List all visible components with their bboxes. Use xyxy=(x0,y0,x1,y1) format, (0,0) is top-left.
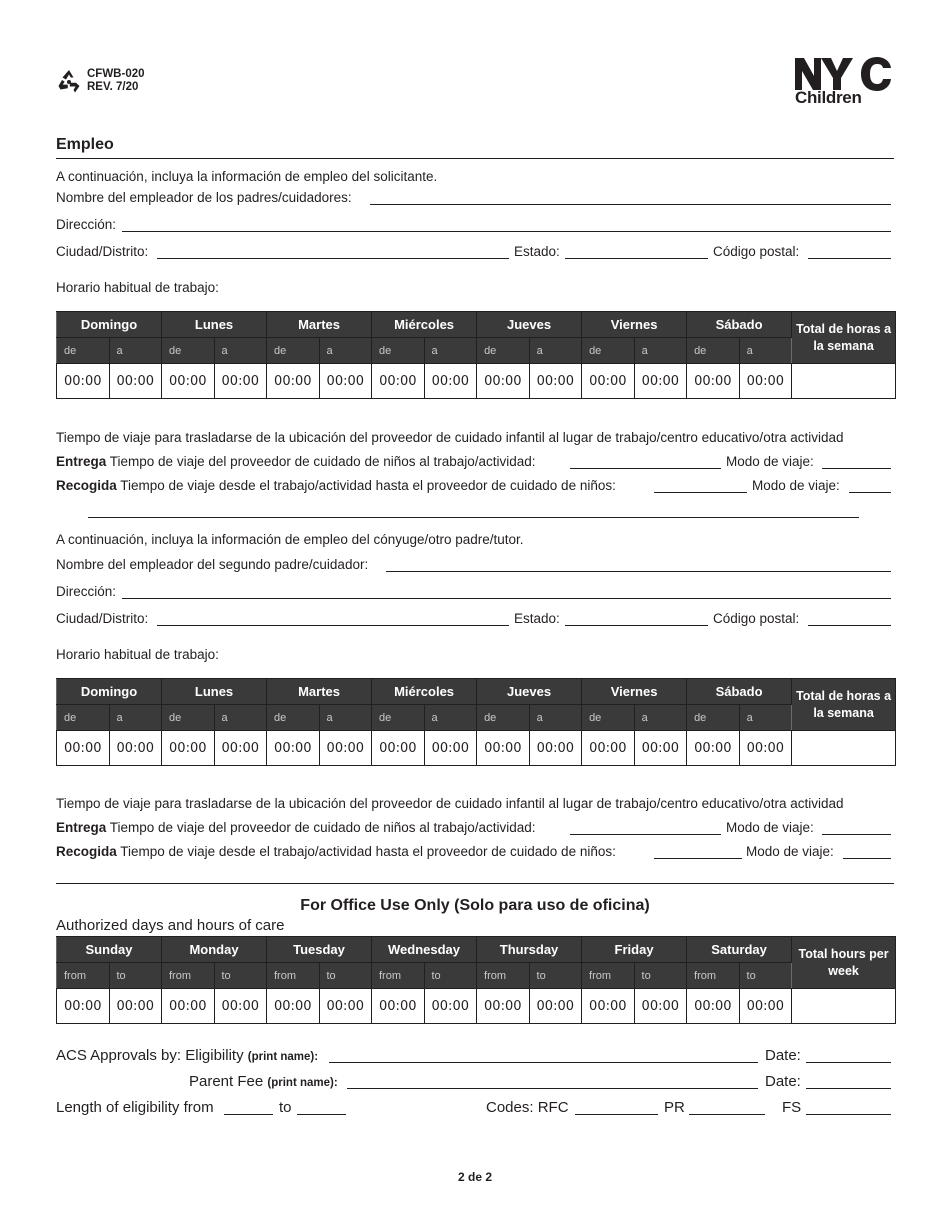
applicant-state-field[interactable] xyxy=(565,258,708,259)
divider xyxy=(88,517,859,518)
time-field[interactable]: 00:00 xyxy=(109,731,162,766)
applicant-dropoff-row xyxy=(56,454,536,469)
time-field[interactable]: 00:00 xyxy=(424,989,477,1024)
codes-rfc-field[interactable] xyxy=(575,1114,658,1115)
from-label: de xyxy=(57,705,110,731)
from-label: de xyxy=(162,705,215,731)
spouse-dropoff-row xyxy=(56,820,536,835)
pickup-label: Recogida xyxy=(56,844,117,859)
applicant-zip-label: Código postal: xyxy=(713,244,800,259)
from-label: de xyxy=(267,705,320,731)
spouse-pickup-mode-label: Modo de viaje: xyxy=(746,844,834,859)
time-field[interactable]: 00:00 xyxy=(739,989,792,1024)
office-use-title: For Office Use Only (Solo para uso de oficina) xyxy=(300,897,650,914)
day-header: Wednesday xyxy=(372,937,477,963)
time-field[interactable]: 00:00 xyxy=(687,364,740,399)
time-field[interactable]: 00:00 xyxy=(57,989,110,1024)
applicant-dropoff-mode-field[interactable] xyxy=(822,468,891,469)
time-field[interactable]: 00:00 xyxy=(57,364,110,399)
time-field[interactable]: 00:00 xyxy=(634,364,687,399)
time-field[interactable]: 00:00 xyxy=(162,364,215,399)
divider xyxy=(56,158,894,159)
time-field[interactable]: 00:00 xyxy=(687,731,740,766)
codes-fs-label: FS xyxy=(782,1099,802,1116)
form-code: CFWB-020 xyxy=(87,68,145,80)
time-field[interactable]: 00:00 xyxy=(319,731,372,766)
pickup-text: Tiempo de viaje desde el trabajo/actividad hasta el proveedor de cuidado de niños: xyxy=(120,844,616,859)
spouse-city-field[interactable] xyxy=(157,625,509,626)
time-field[interactable]: 00:00 xyxy=(372,989,425,1024)
from-label: from xyxy=(687,963,740,989)
length-to-label: to xyxy=(279,1099,292,1116)
time-field[interactable]: 00:00 xyxy=(582,989,635,1024)
spouse-state-label: Estado: xyxy=(514,611,560,626)
applicant-pickup-row xyxy=(56,478,616,493)
from-label: from xyxy=(582,963,635,989)
applicant-dropoff-time-field[interactable] xyxy=(570,468,721,469)
day-header: Domingo xyxy=(57,312,162,338)
from-label: de xyxy=(267,338,320,364)
pickup-label: Recogida xyxy=(56,478,117,493)
day-header: Jueves xyxy=(477,312,582,338)
applicant-address-label: Dirección: xyxy=(56,217,117,232)
to-label: a xyxy=(109,705,162,731)
day-header: Viernes xyxy=(582,312,687,338)
codes-pr-field[interactable] xyxy=(689,1114,765,1115)
time-field[interactable]: 00:00 xyxy=(529,364,582,399)
parent-fee-date-field[interactable] xyxy=(806,1088,891,1089)
day-header: Sábado xyxy=(687,679,792,705)
spouse-employer-field[interactable] xyxy=(386,571,891,572)
time-field[interactable]: 00:00 xyxy=(687,989,740,1024)
time-field[interactable]: 00:00 xyxy=(214,364,267,399)
spouse-dropoff-mode-label: Modo de viaje: xyxy=(726,820,814,835)
from-label: de xyxy=(687,338,740,364)
length-to-field[interactable] xyxy=(297,1114,346,1115)
dropoff-label: Entrega xyxy=(56,820,107,835)
total-hours-header: Total de horas a la semana xyxy=(792,312,896,364)
parent-fee-date-label: Date: xyxy=(765,1073,801,1090)
to-label: a xyxy=(634,705,687,731)
total-hours-header: Total de horas a la semana xyxy=(792,679,896,731)
to-label: a xyxy=(634,338,687,364)
spouse-city-label: Ciudad/Distrito: xyxy=(56,611,149,626)
day-header: Domingo xyxy=(57,679,162,705)
codes-fs-field[interactable] xyxy=(806,1114,891,1115)
spouse-schedule-table xyxy=(56,678,896,766)
from-label: de xyxy=(477,338,530,364)
authorized-label: Authorized days and hours of care xyxy=(56,917,285,934)
day-header: Sábado xyxy=(687,312,792,338)
recycle-icon xyxy=(56,68,82,94)
divider xyxy=(56,883,894,884)
day-header: Miércoles xyxy=(372,679,477,705)
day-header: Saturday xyxy=(687,937,792,963)
time-field[interactable]: 00:00 xyxy=(477,731,530,766)
spouse-intro: A continuación, incluya la información de empleo del cónyuge/otro padre/tutor. xyxy=(56,532,524,547)
spouse-travel-intro: Tiempo de viaje para trasladarse de la ubicación del proveedor de cuidado infantil al lugar de trabajo/centro educativo/otra actividad xyxy=(56,796,844,811)
day-header: Lunes xyxy=(162,312,267,338)
day-header: Lunes xyxy=(162,679,267,705)
to-label: a xyxy=(529,705,582,731)
parent-fee-row xyxy=(189,1073,338,1090)
length-from-label: Length of eligibility from xyxy=(56,1099,214,1116)
day-header: Martes xyxy=(267,679,372,705)
spouse-dropoff-mode-field[interactable] xyxy=(822,834,891,835)
spouse-pickup-time-field[interactable] xyxy=(654,858,742,859)
to-label: to xyxy=(634,963,687,989)
from-label: de xyxy=(372,705,425,731)
spouse-address-label: Dirección: xyxy=(56,584,117,599)
from-label: from xyxy=(267,963,320,989)
from-label: from xyxy=(57,963,110,989)
codes-rfc-label: Codes: RFC xyxy=(486,1099,569,1116)
time-field[interactable]: 00:00 xyxy=(319,989,372,1024)
time-field[interactable]: 00:00 xyxy=(267,731,320,766)
applicant-schedule-label: Horario habitual de trabajo: xyxy=(56,280,219,295)
eligibility-date-label: Date: xyxy=(765,1047,801,1064)
applicant-travel-intro: Tiempo de viaje para trasladarse de la ubicación del proveedor de cuidado infantil al lugar de trabajo/centro educativo/otra actividad xyxy=(56,430,844,445)
form-revision: REV. 7/20 xyxy=(87,81,139,93)
day-header: Tuesday xyxy=(267,937,372,963)
time-field[interactable]: 00:00 xyxy=(162,989,215,1024)
to-label: a xyxy=(424,705,477,731)
time-field[interactable]: 00:00 xyxy=(109,989,162,1024)
total-hours-field[interactable] xyxy=(792,731,896,766)
print-name-label: (print name): xyxy=(267,1077,338,1089)
time-field[interactable]: 00:00 xyxy=(529,989,582,1024)
spouse-zip-field[interactable] xyxy=(808,625,891,626)
eligibility-date-field[interactable] xyxy=(806,1062,891,1063)
day-header: Friday xyxy=(582,937,687,963)
from-label: de xyxy=(162,338,215,364)
time-field[interactable]: 00:00 xyxy=(267,989,320,1024)
total-hours-header: Total hours per week xyxy=(792,937,896,989)
spouse-dropoff-time-field[interactable] xyxy=(570,834,721,835)
to-label: to xyxy=(529,963,582,989)
spouse-zip-label: Código postal: xyxy=(713,611,800,626)
time-field[interactable]: 00:00 xyxy=(739,364,792,399)
time-field[interactable]: 00:00 xyxy=(267,364,320,399)
applicant-pickup-mode-field[interactable] xyxy=(849,492,891,493)
time-field[interactable]: 00:00 xyxy=(372,364,425,399)
time-field[interactable]: 00:00 xyxy=(634,731,687,766)
codes-pr-label: PR xyxy=(664,1099,685,1116)
time-field[interactable]: 00:00 xyxy=(582,364,635,399)
page-number: 2 de 2 xyxy=(457,1170,493,1184)
spouse-employer-label: Nombre del empleador del segundo padre/cuidador: xyxy=(56,557,369,572)
applicant-city-label: Ciudad/Distrito: xyxy=(56,244,149,259)
to-label: a xyxy=(109,338,162,364)
to-label: a xyxy=(319,338,372,364)
time-field[interactable]: 00:00 xyxy=(739,731,792,766)
applicant-zip-field[interactable] xyxy=(808,258,891,259)
applicant-employer-field[interactable] xyxy=(370,204,891,205)
day-header: Miércoles xyxy=(372,312,477,338)
spouse-address-field[interactable] xyxy=(122,598,891,599)
applicant-pickup-time-field[interactable] xyxy=(654,492,747,493)
to-label: a xyxy=(739,705,792,731)
dropoff-label: Entrega xyxy=(56,454,107,469)
nyc-logo-icon xyxy=(794,56,892,92)
day-header: Thursday xyxy=(477,937,582,963)
from-label: from xyxy=(477,963,530,989)
to-label: a xyxy=(214,338,267,364)
time-field[interactable]: 00:00 xyxy=(477,989,530,1024)
from-label: de xyxy=(372,338,425,364)
to-label: to xyxy=(424,963,477,989)
to-label: a xyxy=(214,705,267,731)
form-identifier xyxy=(56,68,145,94)
to-label: to xyxy=(319,963,372,989)
time-field[interactable]: 00:00 xyxy=(477,364,530,399)
applicant-intro: A continuación, incluya la información de empleo del solicitante. xyxy=(56,169,438,184)
logo-subtext: Children xyxy=(795,88,862,107)
day-header: Jueves xyxy=(477,679,582,705)
eligibility-name-field[interactable] xyxy=(329,1062,758,1063)
time-field[interactable]: 00:00 xyxy=(634,989,687,1024)
parent-fee-name-field[interactable] xyxy=(347,1088,758,1089)
approvals-row xyxy=(56,1047,318,1064)
to-label: a xyxy=(739,338,792,364)
length-from-field[interactable] xyxy=(224,1114,273,1115)
from-label: de xyxy=(477,705,530,731)
time-field[interactable]: 00:00 xyxy=(57,731,110,766)
time-field[interactable]: 00:00 xyxy=(424,364,477,399)
from-label: de xyxy=(582,705,635,731)
time-field[interactable]: 00:00 xyxy=(582,731,635,766)
from-label: de xyxy=(687,705,740,731)
applicant-schedule-table xyxy=(56,311,896,399)
from-label: de xyxy=(57,338,110,364)
time-field[interactable]: 00:00 xyxy=(319,364,372,399)
approvals-label: ACS Approvals by: Eligibility xyxy=(56,1047,244,1064)
time-field[interactable]: 00:00 xyxy=(529,731,582,766)
spouse-schedule-label: Horario habitual de trabajo: xyxy=(56,647,219,662)
to-label: a xyxy=(529,338,582,364)
to-label: to xyxy=(109,963,162,989)
pickup-text: Tiempo de viaje desde el trabajo/actividad hasta el proveedor de cuidado de niños: xyxy=(120,478,616,493)
day-header: Martes xyxy=(267,312,372,338)
applicant-dropoff-mode-label: Modo de viaje: xyxy=(726,454,814,469)
office-schedule-table xyxy=(56,936,896,1024)
dropoff-text: Tiempo de viaje del proveedor de cuidado de niños al trabajo/actividad: xyxy=(109,454,536,469)
parent-fee-label: Parent Fee xyxy=(189,1073,264,1090)
to-label: a xyxy=(319,705,372,731)
spouse-state-field[interactable] xyxy=(565,625,708,626)
applicant-city-field[interactable] xyxy=(157,258,509,259)
day-header: Viernes xyxy=(582,679,687,705)
to-label: to xyxy=(739,963,792,989)
to-label: a xyxy=(424,338,477,364)
applicant-state-label: Estado: xyxy=(514,244,560,259)
applicant-pickup-mode-label: Modo de viaje: xyxy=(752,478,840,493)
day-header: Sunday xyxy=(57,937,162,963)
nyc-children-logo xyxy=(794,56,894,108)
section-title: Empleo xyxy=(56,136,114,153)
time-field[interactable]: 00:00 xyxy=(214,731,267,766)
dropoff-text: Tiempo de viaje del proveedor de cuidado de niños al trabajo/actividad: xyxy=(109,820,536,835)
day-header: Monday xyxy=(162,937,267,963)
applicant-address-field[interactable] xyxy=(122,231,891,232)
spouse-pickup-mode-field[interactable] xyxy=(843,858,891,859)
applicant-employer-label: Nombre del empleador de los padres/cuidadores: xyxy=(56,190,352,205)
from-label: de xyxy=(582,338,635,364)
from-label: from xyxy=(162,963,215,989)
time-field[interactable]: 00:00 xyxy=(162,731,215,766)
time-field[interactable]: 00:00 xyxy=(372,731,425,766)
from-label: from xyxy=(372,963,425,989)
total-hours-field[interactable] xyxy=(792,989,896,1024)
time-field[interactable]: 00:00 xyxy=(424,731,477,766)
time-field[interactable]: 00:00 xyxy=(214,989,267,1024)
time-field[interactable]: 00:00 xyxy=(109,364,162,399)
total-hours-field[interactable] xyxy=(792,364,896,399)
print-name-label: (print name): xyxy=(247,1051,319,1063)
spouse-pickup-row xyxy=(56,844,616,859)
to-label: to xyxy=(214,963,267,989)
